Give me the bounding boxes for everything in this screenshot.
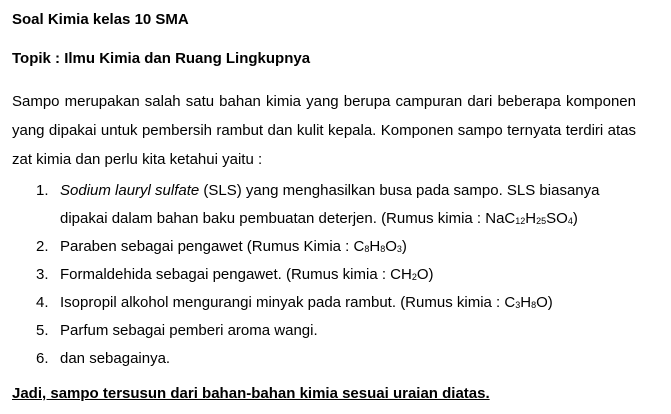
formula-subscript: 8 — [380, 244, 386, 254]
formula-subscript: 8 — [364, 244, 370, 254]
formula-element: C — [353, 238, 365, 255]
formula-subscript: 8 — [531, 300, 537, 310]
list-item-number: 3. — [36, 266, 49, 283]
formula-element: C — [504, 294, 516, 311]
list-item-description: Paraben sebagai pengawet (Rumus Kimia : — [60, 238, 354, 255]
formula-element: CH — [390, 266, 412, 283]
formula-subscript: 12 — [515, 216, 526, 226]
closing-paren: ) — [572, 210, 578, 227]
closing-paren: ) — [547, 294, 553, 311]
list-item-text — [60, 177, 636, 233]
list-item — [12, 261, 636, 289]
list-item-description: (SLS) yang menghasilkan busa pada sampo. SLS biasanya dipakai dalam bahan baku pembuatan deterjen. (Rumus kimia : — [60, 182, 600, 227]
formula-subscript: 25 — [536, 216, 547, 226]
formula-element: H — [369, 238, 381, 255]
list-item-text — [60, 261, 636, 289]
formula-subscript: 3 — [515, 300, 521, 310]
chemical-formula — [390, 266, 428, 283]
document-title: Soal Kimia kelas 10 SMA — [12, 11, 189, 28]
list-item-number: 2. — [36, 238, 49, 255]
formula-subscript: 3 — [396, 244, 402, 254]
topic-heading: Topik : Ilmu Kimia dan Ruang Lingkupnya — [12, 50, 311, 67]
formula-element: SO — [546, 210, 568, 227]
formula-element: H — [525, 210, 537, 227]
list-item-text — [60, 345, 636, 373]
formula-element: O — [416, 266, 429, 283]
list-item-number: 1. — [36, 182, 49, 199]
formula-subscript: 2 — [411, 272, 417, 282]
chemical-formula — [504, 294, 547, 311]
list-item-text — [60, 317, 636, 345]
list-item-description: dan sebagainya. — [60, 350, 171, 367]
formula-element: H — [520, 294, 532, 311]
formula-element: O — [536, 294, 548, 311]
formula-element: O — [385, 238, 397, 255]
list-item-number: 6. — [36, 350, 49, 367]
conclusion-text: Jadi, sampo tersusun dari bahan-bahan kimia sesuai uraian diatas. — [12, 385, 490, 402]
list-item — [12, 317, 636, 345]
intro-paragraph: Sampo merupakan salah satu bahan kimia yang berupa campuran dari beberapa komponen yang dipakai untuk pembersih rambut dan kulit kepala. Komponen sampo ternyata terdiri atas zat kimia dan perlu kita ketahui yaitu : — [12, 93, 636, 168]
list-item-number: 5. — [36, 322, 49, 339]
closing-paren: ) — [428, 266, 434, 283]
list-item — [12, 177, 636, 233]
list-item-number: 4. — [36, 294, 49, 311]
list-item-text — [60, 289, 636, 317]
chemical-formula — [354, 238, 402, 255]
list-item — [12, 233, 636, 261]
chemical-formula — [485, 210, 573, 227]
closing-paren: ) — [401, 238, 407, 255]
list-item — [12, 289, 636, 317]
italic-term: Sodium lauryl sulfate — [60, 182, 200, 199]
list-item — [12, 345, 636, 373]
formula-element: NaC — [485, 210, 516, 227]
formula-subscript: 4 — [567, 216, 573, 226]
list-item-description: Isopropil alkohol mengurangi minyak pada rambut. (Rumus kimia : — [60, 294, 505, 311]
list-item-description: Parfum sebagai pemberi aroma wangi. — [60, 322, 318, 339]
list-item-text — [60, 233, 636, 261]
component-list — [12, 177, 636, 373]
list-item-description: Formaldehida sebagai pengawet. (Rumus kimia : — [60, 266, 391, 283]
